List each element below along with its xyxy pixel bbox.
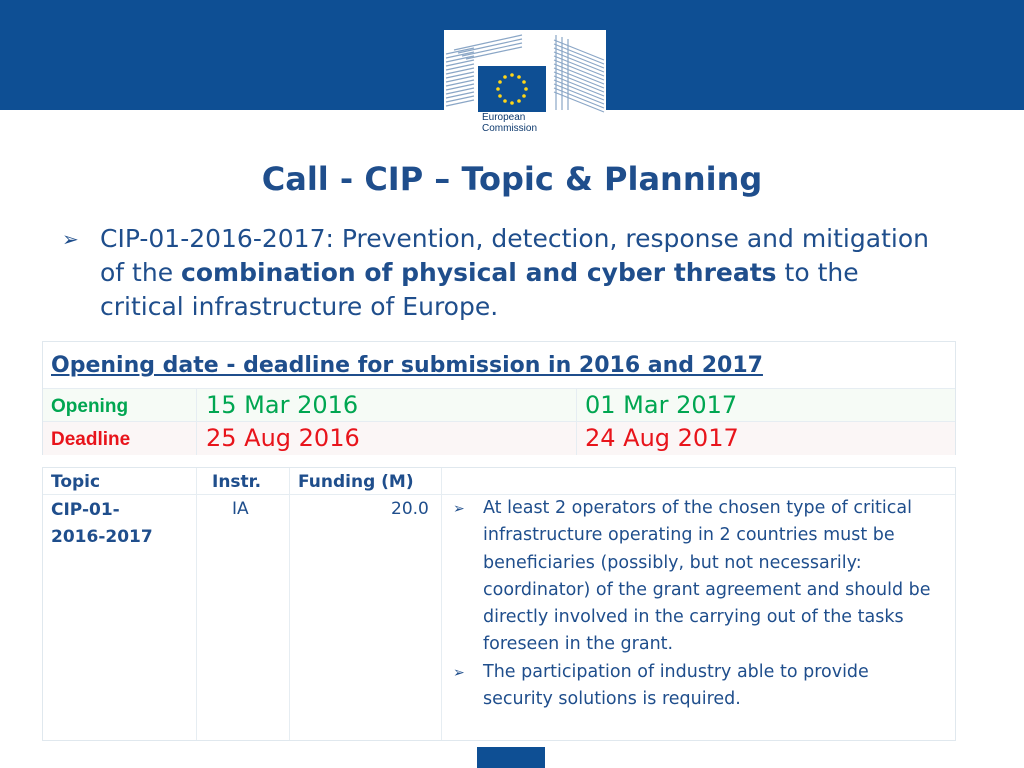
opening-row bbox=[43, 389, 955, 422]
intro-text-part1: CIP-01-2016-2017: Prevention, detection, response and mitigation of the bbox=[100, 224, 929, 287]
logo-line-2: Commission bbox=[482, 123, 538, 134]
col-divider bbox=[196, 422, 197, 455]
deadline-row bbox=[43, 422, 955, 455]
opening-2017: 01 Mar 2017 bbox=[585, 391, 738, 419]
deadline-2017: 24 Aug 2017 bbox=[585, 424, 739, 452]
header-instr: Instr. bbox=[212, 472, 262, 492]
dates-table-heading bbox=[43, 342, 955, 389]
condition-item bbox=[441, 659, 941, 714]
intro-text-part2: to the critical infrastructure of Europe. bbox=[100, 258, 859, 321]
dates-heading-text: Opening date - deadline for submission in 2016 and 2017 bbox=[51, 353, 763, 378]
logo-line-1: European bbox=[482, 112, 526, 123]
topic-table bbox=[42, 467, 956, 741]
opening-2016: 15 Mar 2016 bbox=[206, 391, 359, 419]
dates-table bbox=[42, 341, 956, 455]
arrow-right-icon: ➢ bbox=[453, 664, 465, 681]
logo-text bbox=[482, 112, 537, 134]
condition-item bbox=[441, 495, 941, 659]
col-divider bbox=[196, 389, 197, 421]
deadline-label: Deadline bbox=[51, 429, 131, 450]
deadline-2016: 25 Aug 2016 bbox=[206, 424, 360, 452]
topic-id bbox=[51, 497, 153, 551]
conditions-list bbox=[441, 495, 941, 713]
instrument-value: IA bbox=[232, 499, 249, 519]
topic-id-line1: CIP-01- bbox=[51, 500, 120, 520]
col-divider bbox=[289, 468, 290, 740]
col-divider bbox=[576, 389, 577, 421]
intro-text-bold: combination of physical and cyber threats bbox=[181, 258, 777, 287]
arrow-right-icon: ➢ bbox=[62, 227, 79, 251]
header-topic: Topic bbox=[51, 472, 101, 492]
topic-table-header bbox=[43, 468, 955, 495]
footer-tab bbox=[477, 747, 545, 768]
opening-label: Opening bbox=[51, 396, 129, 417]
arrow-right-icon: ➢ bbox=[453, 501, 465, 517]
condition-text: The participation of industry able to provide security solutions is required. bbox=[483, 661, 869, 710]
intro-bullet bbox=[62, 222, 942, 324]
ec-logo bbox=[444, 30, 606, 145]
col-divider bbox=[576, 422, 577, 455]
slide-title: Call - CIP – Topic & Planning bbox=[261, 160, 763, 198]
intro-text bbox=[100, 222, 942, 324]
topic-id-line2: 2016-2017 bbox=[51, 527, 153, 547]
col-divider bbox=[196, 468, 197, 740]
funding-value: 20.0 bbox=[391, 499, 429, 519]
header-funding: Funding (M) bbox=[298, 472, 414, 492]
condition-text: At least 2 operators of the chosen type of critical infrastructure operating in 2 countries must be beneficiaries (possibly, but not necessarily: coordinator) of the grant agreement and should be directly involved in the carrying out of the tasks foreseen in the grant. bbox=[483, 498, 931, 655]
